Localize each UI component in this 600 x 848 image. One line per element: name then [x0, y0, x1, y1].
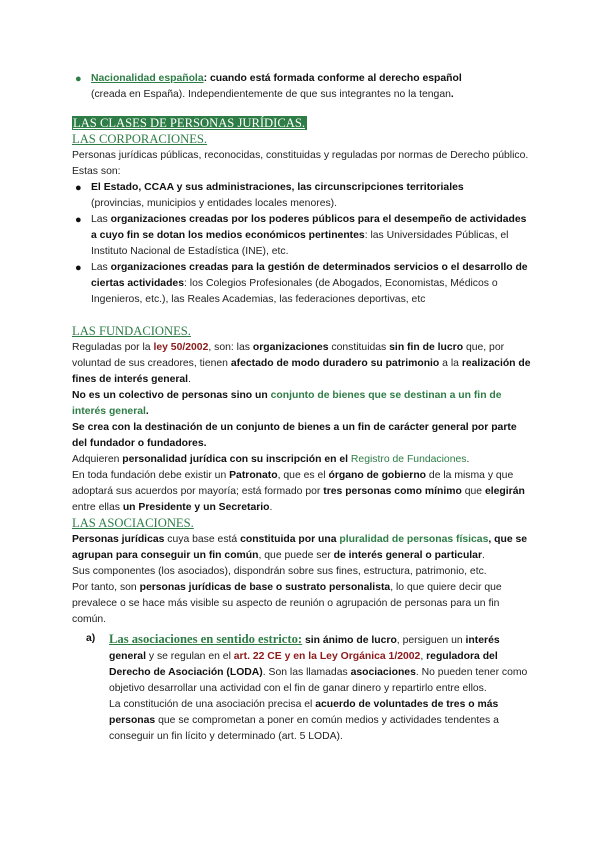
term-nacionalidad: Nacionalidad española: [91, 73, 204, 84]
fundaciones-p5: En toda fundación debe existir un Patronato, que es el órgano de gobierno de la misma y que adoptará sus acuerdos por mayoría; está formado por tres personas como mínimo que elegirán entre ellas un Presidente y un Secretario.: [72, 470, 525, 513]
list-item: ● Las organizaciones creadas para la gestión de determinados servicios o el desarrollo de ciertas actividades: los Colegios Profesionales (de Abogados, Economistas, Médicos o Ingenieros, etc.), las Reales Academias, las federaciones deportivas, etc: [75, 262, 528, 305]
item-a-title: Las asociaciones en sentido estricto:: [109, 632, 303, 646]
corporaciones-intro: Personas jurídicas públicas, reconocidas, constituidas y reguladas por normas de Derecho público. Estas son:: [72, 150, 529, 177]
bullet-icon: ●: [75, 262, 82, 274]
asociaciones-p1: Personas jurídicas cuya base está constituida por una pluralidad de personas físicas, que se agrupan para conseguir un fin común, que puede ser de interés general o particular.: [72, 534, 528, 561]
asociaciones-p2: Sus componentes (los asociados), dispondrán sobre sus fines, estructura, patrimonio, etc.: [72, 566, 487, 577]
fundaciones-p4: Adquieren personalidad jurídica con su inscripción en el Registro de Fundaciones.: [72, 454, 470, 465]
corporaciones-list: [72, 180, 534, 308]
section-title-clases: LAS CLASES DE PERSONAS JURÍDICAS.: [73, 116, 305, 130]
fundaciones-p3: Se crea con la destinación de un conjunto de bienes a un fin de carácter general por parte del fundador o fundadores.: [72, 422, 517, 449]
list-item: ● Las organizaciones creadas por los poderes públicos para el desempeño de actividades a cuyo fin se dotan los medios económicos pertinentes: las Universidades Públicas, el Instituto Nacional de Estadística (INE), etc.: [75, 214, 527, 257]
list-item: ● El Estado, CCAA y sus administraciones, las circunscripciones territoriales (provincias, municipios y entidades locales menores).: [75, 182, 464, 209]
section-title-fundaciones: LAS FUNDACIONES.: [72, 324, 191, 338]
bullet-icon: ●: [75, 214, 82, 226]
fundaciones-p2: No es un colectivo de personas sino un conjunto de bienes que se destinan a un fin de interés general.: [72, 390, 502, 417]
item-a-label: a): [86, 633, 96, 644]
bullet-icon: ●: [75, 182, 82, 194]
fundaciones-p1: Reguladas por la ley 50/2002, son: las organizaciones constituidas sin fin de lucro que, por voluntad de sus creadores, tienen afectado de modo duradero su patrimonio a la realización de fines de interés general.: [72, 342, 531, 385]
intro-bullet: ● Nacionalidad española: cuando está formada conforme al derecho español (creada en España). Independientemente de que sus integrantes no la tengan.: [75, 73, 462, 100]
section-title-asociaciones: LAS ASOCIACIONES.: [72, 516, 194, 530]
fundaciones-body: [72, 340, 534, 516]
item-a-paragraph-2: La constitución de una asociación precisa el acuerdo de voluntades de tres o más personas que se comprometan a poner en común medios y actividades tendentes a conseguir un fin lícito y determinado (art. 5 LODA).: [109, 699, 499, 742]
asociaciones-item-a: a) Las asociaciones en sentido estricto: sin ánimo de lucro, persiguen un interés general y se regulan en el art. 22 CE y en la Ley Orgánica 1/2002, reguladora del Derecho de Asociación (LODA). Son las llamadas asociaciones. No pueden tener como objetivo desarrollar una actividad con el fin de ganar dinero y repartirlo entre ellos. La constitución de una asociación precisa el acuerdo de voluntades de tres o más personas que se comprometan a poner en común medios y actividades tendentes a conseguir un fin lícito y determinado (art. 5 LODA).: [72, 631, 534, 745]
bullet-icon: ●: [75, 73, 82, 85]
asociaciones-p3: Por tanto, son personas jurídicas de base o sustrato personalista, lo que quiere decir que prevalece o se hace más visible su aspecto de reunión o agrupación de personas para un fin común.: [72, 582, 502, 625]
asociaciones-body: [72, 532, 534, 628]
subsection-title-corporaciones: LAS CORPORACIONES.: [72, 132, 208, 146]
